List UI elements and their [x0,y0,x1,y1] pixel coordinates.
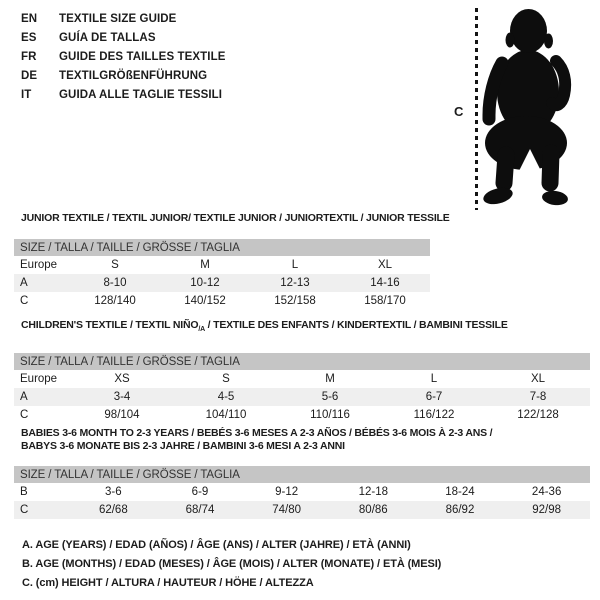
size-value-cell: 104/110 [205,409,247,422]
size-value-cell: 140/152 [184,295,226,307]
childrens-textile-table [14,353,590,424]
babies-title-line-1: BABIES 3-6 MONTH TO 2-3 YEARS / BEBÉS 3-6 MESES A 2-3 AÑOS / BÉBÉS 3-6 MOIS À 2-3 ANS / [21,427,493,439]
language-code: ES [21,32,37,44]
junior-textile-title: JUNIOR TEXTILE / TEXTIL JUNIOR/ TEXTILE JUNIOR / JUNIORTEXTIL / JUNIOR TESSILE [21,212,450,224]
language-row-it [21,86,226,105]
size-value-cell: 3-4 [70,388,174,406]
babies-textile-title [21,427,590,453]
row-label-cell: Europe [20,259,58,271]
size-value-cell: 122/128 [517,409,559,422]
note-age-years: A. AGE (YEARS) / EDAD (AÑOS) / ÂGE (ANS) / ALTER (JAHRE) / ETÀ (ANNI) [22,539,411,551]
language-label: GUÍA DE TALLAS [59,32,156,44]
size-value-cell: 92/98 [503,501,590,519]
size-value-cell: 8-10 [70,274,160,292]
size-value-cell: 7-8 [486,388,590,406]
table-row [14,256,430,274]
size-value-cell: 12-13 [250,274,340,292]
baby-silhouette-icon [482,7,572,212]
language-row-es [21,29,226,48]
childrens-textile-table-body [14,370,590,424]
childrens-textile-section [14,319,590,424]
size-header-bar: SIZE / TALLA / TAILLE / GRÖSSE / TAGLIA [14,353,590,370]
language-code: EN [21,13,38,25]
table-row [14,406,590,424]
row-label-cell: C [14,501,70,519]
size-value-cell: 116/122 [413,409,455,422]
table-row [14,388,590,406]
babies-textile-section [14,427,590,519]
size-value-cell: 10-12 [160,274,250,292]
row-label-cell: A [14,274,70,292]
babies-textile-table [14,466,590,519]
language-row-de [21,67,226,86]
babies-textile-table-body [14,483,590,519]
size-value-cell: XL [530,373,546,386]
size-value-cell: 9-12 [275,486,299,498]
language-label: GUIDA ALLE TAGLIE TESSILI [59,89,223,101]
size-value-cell: 5-6 [278,388,382,406]
table-row [14,483,590,501]
size-value-cell: 4-5 [174,388,278,406]
babies-title-line-2: BABYS 3-6 MONATE BIS 2-3 JAHRE / BAMBINI 3-6 MESI A 2-3 ANNI [21,440,345,452]
junior-textile-table-body [14,256,430,310]
junior-textile-section [14,212,450,310]
size-value-cell: 12-18 [358,486,388,498]
size-value-cell: 62/68 [70,501,157,519]
row-label-cell: A [14,388,70,406]
size-value-cell: M [325,373,335,386]
size-value-cell: 158/170 [364,295,406,307]
table-row [14,501,590,519]
title-text: CHILDREN'S TEXTILE / TEXTIL NIÑO [21,319,199,331]
language-row-en [21,10,226,29]
height-dashed-line [475,8,478,210]
size-value-cell: M [200,259,210,271]
size-value-cell: 128/140 [94,295,136,307]
language-row-fr [21,48,226,67]
size-value-cell: 3-6 [105,486,122,498]
size-value-cell: 152/158 [274,295,316,307]
language-label: TEXTILE SIZE GUIDE [59,13,177,25]
size-value-cell: XL [377,259,393,271]
size-value-cell: L [430,373,438,386]
note-height-cm: C. (cm) HEIGHT / ALTURA / HAUTEUR / HÖHE / ALTEZZA [22,577,314,589]
childrens-textile-title [21,319,590,336]
size-value-cell: S [222,373,230,386]
language-label: GUIDE DES TAILLES TEXTILE [59,51,226,63]
size-value-cell: 6-7 [382,388,486,406]
height-measure-label: C [454,104,464,119]
size-value-cell: 74/80 [243,501,330,519]
row-label-cell: Europe [20,373,58,386]
size-value-cell: 80/86 [330,501,417,519]
size-header-bar: SIZE / TALLA / TAILLE / GRÖSSE / TAGLIA [14,466,590,483]
size-value-cell: 86/92 [417,501,504,519]
language-code: DE [21,70,38,82]
size-value-cell: 18-24 [445,486,475,498]
row-label-cell: B [20,486,28,498]
size-value-cell: XS [114,373,130,386]
title-subscript: /A [198,326,205,334]
row-label-cell: C [20,295,29,307]
language-code: IT [21,89,32,101]
note-age-months: B. AGE (MONTHS) / EDAD (MESES) / ÂGE (MOIS) / ALTER (MONATE) / ETÀ (MESI) [22,558,442,570]
size-header-bar: SIZE / TALLA / TAILLE / GRÖSSE / TAGLIA [14,239,430,256]
table-row [14,370,590,388]
table-row [14,292,430,310]
size-value-cell: 6-9 [191,486,209,498]
size-value-cell: 68/74 [157,501,244,519]
size-value-cell: 110/116 [310,409,350,422]
legend-notes [22,536,441,593]
language-label: TEXTILGRÖßENFÜHRUNG [59,70,208,82]
row-label-cell: C [20,409,29,422]
title-text: / TEXTILE DES ENFANTS / KINDERTEXTIL / BAMBINI TESSILE [204,319,508,331]
table-row [14,274,430,292]
language-code: FR [21,51,37,63]
size-value-cell: L [291,259,299,271]
language-list [21,10,226,105]
size-value-cell: 14-16 [340,274,430,292]
size-value-cell: 24-36 [531,486,562,498]
junior-textile-table [14,239,430,310]
size-value-cell: 98/104 [104,409,140,422]
size-value-cell: S [111,259,119,271]
